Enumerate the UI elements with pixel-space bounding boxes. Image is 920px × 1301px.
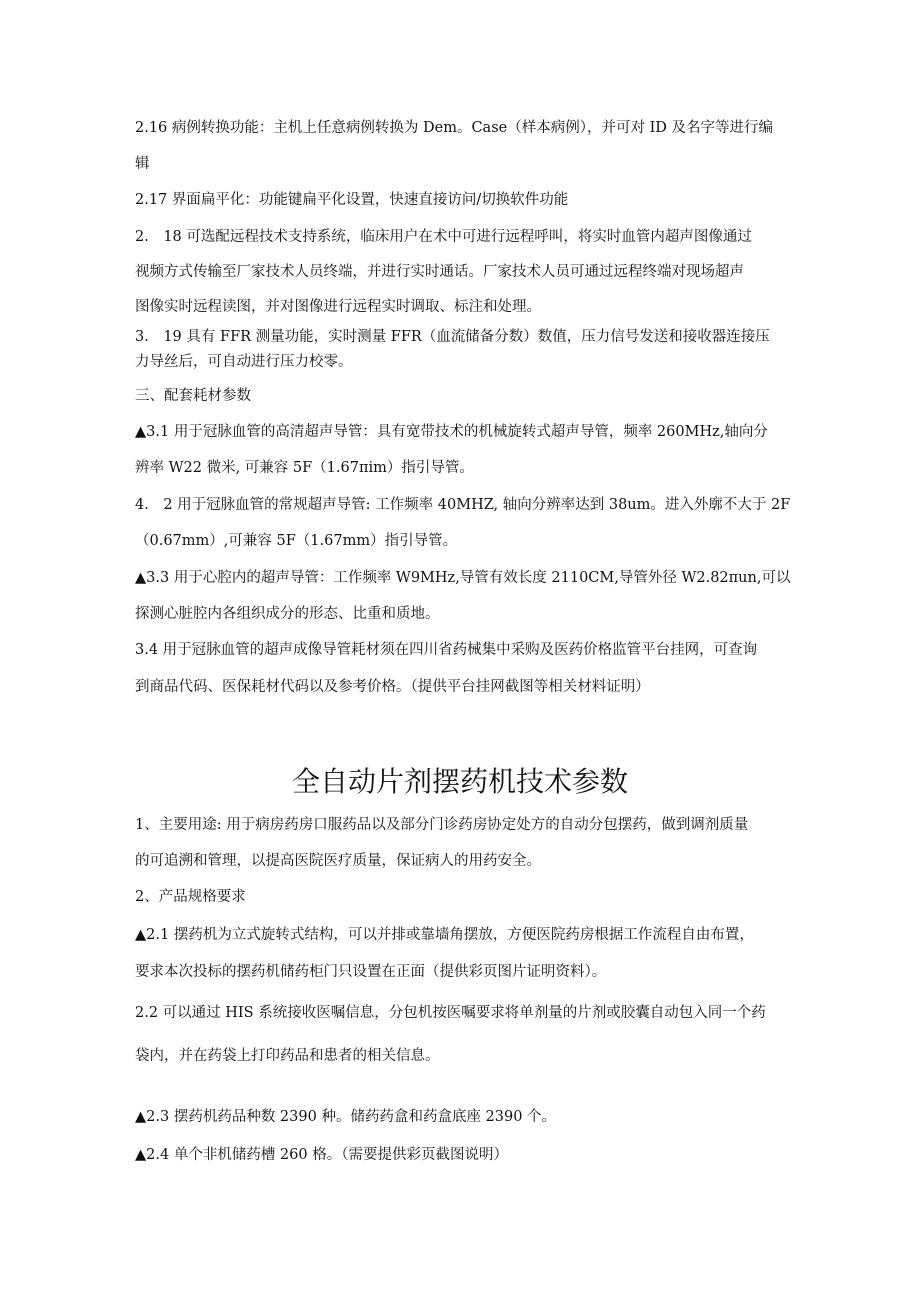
text-line: 辑: [135, 156, 150, 172]
text-line: 的可追溯和管理，以提高医院医疗质量，保证病人的用药安全。: [135, 853, 541, 869]
text-line: 3. 19 具有 FFR 测量功能，实时测量 FFR（血流储备分数）数值，压力信号发送和接收器连接压: [135, 329, 770, 345]
text-line: 探测心脏腔内各组织成分的形态、比重和质地。: [135, 606, 440, 622]
section-heading: 2、产品规格要求: [135, 889, 246, 905]
text-line: 视频方式传输至厂家技术人员终端，并进行实时通话。厂家技术人员可通过远程终端对现场超声: [135, 264, 744, 280]
text-line: 2. 18 可选配远程技术支持系统，临床用户在术中可进行远程呼叫，将实时血管内超声图像通过: [135, 229, 752, 245]
text-line: 到商品代码、医保耗材代码以及参考价格。（提供平台挂网截图等相关材料证明）: [135, 679, 650, 695]
page-title: 全自动片剂摆药机技术参数: [291, 765, 628, 798]
text-line: ▲2.4 单个非机储药槽 260 格。（需要提供彩页截图说明）: [135, 1147, 508, 1163]
text-line: 3.4 用于冠脉血管的超声成像导管耗材须在四川省药械集中采购及医药价格监管平台挂网，可查询: [135, 642, 758, 658]
text-line: 2.17 界面扁平化：功能键扁平化设置，快速直接访问/切换软件功能: [135, 192, 569, 208]
text-line: 辨率 W22 微米, 可兼容 5F（1.67πim）指引导管。: [135, 460, 474, 476]
text-line: 4. 2 用于冠脉血管的常规超声导管: 工作频率 40MHZ, 轴向分辨率达到 38um。进入外廓不大于 2F: [135, 497, 791, 513]
text-line: ▲2.3 摆药机药品种数 2390 种。储药药盒和药盒底座 2390 个。: [135, 1109, 557, 1125]
text-line: ▲3.3 用于心腔内的超声导管：工作频率 W9MHz,导管有效长度 2110CM,导管外径 W2.82πun,可以: [135, 570, 791, 586]
text-line: ▲3.1 用于冠脉血管的高清超声导管：具有宽带技术的机械旋转式超声导管，频率 260MHz,轴向分: [135, 424, 768, 440]
text-line: 1、主要用途: 用于病房药房口服药品以及部分门诊药房协定处方的自动分包摆药，做到调剂质量: [135, 817, 749, 833]
section-heading: 三、配套耗材参数: [135, 388, 251, 404]
text-line: 袋内，并在药袋上打印药品和患者的相关信息。: [135, 1048, 440, 1064]
text-line: 力导丝后，可自动进行压力校零。: [135, 354, 353, 370]
text-line: 图像实时远程读图，并对图像进行远程实时调取、标注和处理。: [135, 299, 541, 315]
text-line: （0.67mm）,可兼容 5F（1.67mm）指引导管。: [135, 533, 458, 549]
text-line: 2.2 可以通过 HIS 系统接收医嘱信息，分包机按医嘱要求将单剂量的片剂或胶囊自动包入同一个药: [135, 1005, 766, 1021]
text-line: 要求本次投标的摆药机储药柜门只设置在正面（提供彩页图片证明资料）。: [135, 964, 607, 980]
text-line: 2.16 病例转换功能：主机上任意病例转换为 Dem。Case（样本病例），并可对 ID 及名字等进行编: [135, 120, 774, 136]
text-line: ▲2.1 摆药机为立式旋转式结构，可以并排或靠墙角摆放，方便医院药房根据工作流程自由布置，: [135, 927, 754, 943]
